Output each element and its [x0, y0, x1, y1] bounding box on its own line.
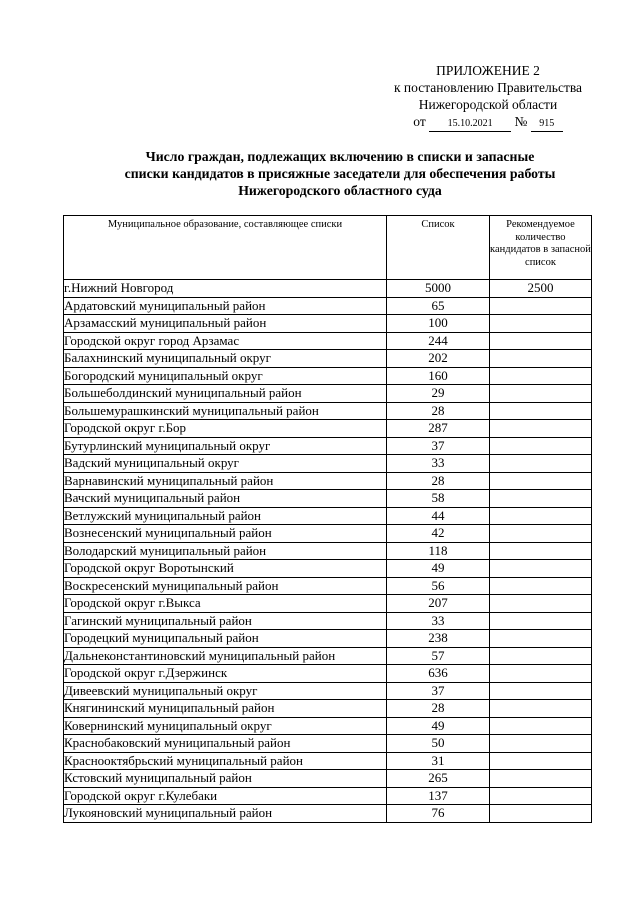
table-row: [64, 455, 592, 473]
table-row: [64, 560, 592, 578]
municipality-cell: Дальнеконстантиновский муниципальный район: [64, 647, 387, 665]
header-list: Список: [387, 216, 490, 280]
reserve-count-cell: [490, 647, 592, 665]
table-row: [64, 525, 592, 543]
list-count-cell: 244: [387, 332, 490, 350]
municipality-cell: Городской округ Воротынский: [64, 560, 387, 578]
table-header-row: [64, 216, 592, 280]
table-row: [64, 717, 592, 735]
municipality-cell: Лукояновский муниципальный район: [64, 805, 387, 823]
municipality-cell: Вачский муниципальный район: [64, 490, 387, 508]
title-line-3: Нижегородского областного суда: [238, 183, 442, 198]
municipality-cell: Арзамасский муниципальный район: [64, 315, 387, 333]
table-row: [64, 770, 592, 788]
list-count-cell: 118: [387, 542, 490, 560]
appendix-date-line: [370, 113, 606, 132]
reserve-count-cell: [490, 402, 592, 420]
appendix-line-1: к постановлению Правительства: [393, 80, 583, 95]
table-row: [64, 367, 592, 385]
appendix-number: 915: [531, 117, 563, 132]
list-count-cell: 57: [387, 647, 490, 665]
reserve-count-cell: [490, 752, 592, 770]
reserve-count-cell: [490, 735, 592, 753]
reserve-count-cell: [490, 315, 592, 333]
municipality-cell: Кстовский муниципальный район: [64, 770, 387, 788]
municipality-cell: Воскресенский муниципальный район: [64, 577, 387, 595]
table-row: [64, 420, 592, 438]
municipality-cell: Бутурлинский муниципальный округ: [64, 437, 387, 455]
municipality-cell: Большеболдинский муниципальный район: [64, 385, 387, 403]
reserve-count-cell: [490, 367, 592, 385]
header-reserve: Рекомендуемое количество кандидатов в запасной список: [490, 216, 592, 280]
list-count-cell: 202: [387, 350, 490, 368]
reserve-count-cell: 2500: [490, 280, 592, 298]
table-row: [64, 472, 592, 490]
reserve-count-cell: [490, 682, 592, 700]
candidates-table: [63, 215, 592, 823]
reserve-count-cell: [490, 577, 592, 595]
reserve-count-cell: [490, 805, 592, 823]
reserve-count-cell: [490, 350, 592, 368]
list-count-cell: 50: [387, 735, 490, 753]
list-count-cell: 33: [387, 455, 490, 473]
table-row: [64, 402, 592, 420]
title-line-1: Число граждан, подлежащих включению в списки и запасные: [145, 149, 535, 164]
list-count-cell: 160: [387, 367, 490, 385]
reserve-count-cell: [490, 507, 592, 525]
number-prefix: №: [514, 114, 528, 129]
list-count-cell: 42: [387, 525, 490, 543]
list-count-cell: 37: [387, 437, 490, 455]
list-count-cell: 58: [387, 490, 490, 508]
table-row: [64, 437, 592, 455]
table-row: [64, 682, 592, 700]
reserve-count-cell: [490, 420, 592, 438]
list-count-cell: 65: [387, 297, 490, 315]
reserve-count-cell: [490, 525, 592, 543]
table-row: [64, 507, 592, 525]
table-row: [64, 787, 592, 805]
municipality-cell: Городской округ г.Дзержинск: [64, 665, 387, 683]
list-count-cell: 28: [387, 472, 490, 490]
appendix-line-2: Нижегородской области: [418, 97, 558, 112]
list-count-cell: 100: [387, 315, 490, 333]
appendix-block: [370, 62, 606, 132]
appendix-title: ПРИЛОЖЕНИЕ 2: [436, 63, 540, 78]
reserve-count-cell: [490, 612, 592, 630]
document-title: [90, 148, 590, 199]
reserve-count-cell: [490, 332, 592, 350]
list-count-cell: 28: [387, 700, 490, 718]
list-count-cell: 29: [387, 385, 490, 403]
table-row: [64, 665, 592, 683]
table-row: [64, 805, 592, 823]
list-count-cell: 265: [387, 770, 490, 788]
table-row: [64, 332, 592, 350]
municipality-cell: Ветлужский муниципальный район: [64, 507, 387, 525]
reserve-count-cell: [490, 542, 592, 560]
municipality-cell: Городской округ г.Бор: [64, 420, 387, 438]
municipality-cell: Гагинский муниципальный район: [64, 612, 387, 630]
table-row: [64, 542, 592, 560]
list-count-cell: 28: [387, 402, 490, 420]
header-municipality: Муниципальное образование, составляющее списки: [64, 216, 387, 280]
title-line-2: списки кандидатов в присяжные заседатели для обеспечения работы: [124, 166, 556, 181]
municipality-cell: Городской округ г.Кулебаки: [64, 787, 387, 805]
reserve-count-cell: [490, 787, 592, 805]
municipality-cell: Варнавинский муниципальный район: [64, 472, 387, 490]
list-count-cell: 44: [387, 507, 490, 525]
table-row: [64, 280, 592, 298]
municipality-cell: Богородский муниципальный округ: [64, 367, 387, 385]
reserve-count-cell: [490, 437, 592, 455]
table-row: [64, 735, 592, 753]
table-body: [64, 280, 592, 823]
table-row: [64, 297, 592, 315]
municipality-cell: Вадский муниципальный округ: [64, 455, 387, 473]
reserve-count-cell: [490, 560, 592, 578]
list-count-cell: 287: [387, 420, 490, 438]
reserve-count-cell: [490, 717, 592, 735]
municipality-cell: Княгининский муниципальный район: [64, 700, 387, 718]
reserve-count-cell: [490, 700, 592, 718]
municipality-cell: Краснооктябрьский муниципальный район: [64, 752, 387, 770]
table-row: [64, 490, 592, 508]
list-count-cell: 5000: [387, 280, 490, 298]
reserve-count-cell: [490, 665, 592, 683]
table-row: [64, 385, 592, 403]
municipality-cell: Балахнинский муниципальный округ: [64, 350, 387, 368]
table-row: [64, 647, 592, 665]
table-row: [64, 595, 592, 613]
list-count-cell: 49: [387, 560, 490, 578]
table-row: [64, 577, 592, 595]
list-count-cell: 137: [387, 787, 490, 805]
appendix-date: 15.10.2021: [429, 117, 511, 132]
table-row: [64, 612, 592, 630]
table-row: [64, 752, 592, 770]
table-row: [64, 630, 592, 648]
municipality-cell: Большемурашкинский муниципальный район: [64, 402, 387, 420]
reserve-count-cell: [490, 490, 592, 508]
municipality-cell: Дивеевский муниципальный округ: [64, 682, 387, 700]
list-count-cell: 49: [387, 717, 490, 735]
table-row: [64, 350, 592, 368]
reserve-count-cell: [490, 455, 592, 473]
list-count-cell: 56: [387, 577, 490, 595]
municipality-cell: Краснобаковский муниципальный район: [64, 735, 387, 753]
municipality-cell: Вознесенский муниципальный район: [64, 525, 387, 543]
list-count-cell: 238: [387, 630, 490, 648]
municipality-cell: г.Нижний Новгород: [64, 280, 387, 298]
municipality-cell: Ковернинский муниципальный округ: [64, 717, 387, 735]
date-prefix: от: [413, 114, 426, 129]
municipality-cell: Городской округ город Арзамас: [64, 332, 387, 350]
reserve-count-cell: [490, 472, 592, 490]
reserve-count-cell: [490, 630, 592, 648]
reserve-count-cell: [490, 297, 592, 315]
table-row: [64, 315, 592, 333]
municipality-cell: Ардатовский муниципальный район: [64, 297, 387, 315]
list-count-cell: 33: [387, 612, 490, 630]
list-count-cell: 37: [387, 682, 490, 700]
reserve-count-cell: [490, 385, 592, 403]
table-row: [64, 700, 592, 718]
list-count-cell: 76: [387, 805, 490, 823]
list-count-cell: 31: [387, 752, 490, 770]
reserve-count-cell: [490, 770, 592, 788]
municipality-cell: Володарский муниципальный район: [64, 542, 387, 560]
reserve-count-cell: [490, 595, 592, 613]
municipality-cell: Городской округ г.Выкса: [64, 595, 387, 613]
list-count-cell: 207: [387, 595, 490, 613]
municipality-cell: Городецкий муниципальный район: [64, 630, 387, 648]
list-count-cell: 636: [387, 665, 490, 683]
